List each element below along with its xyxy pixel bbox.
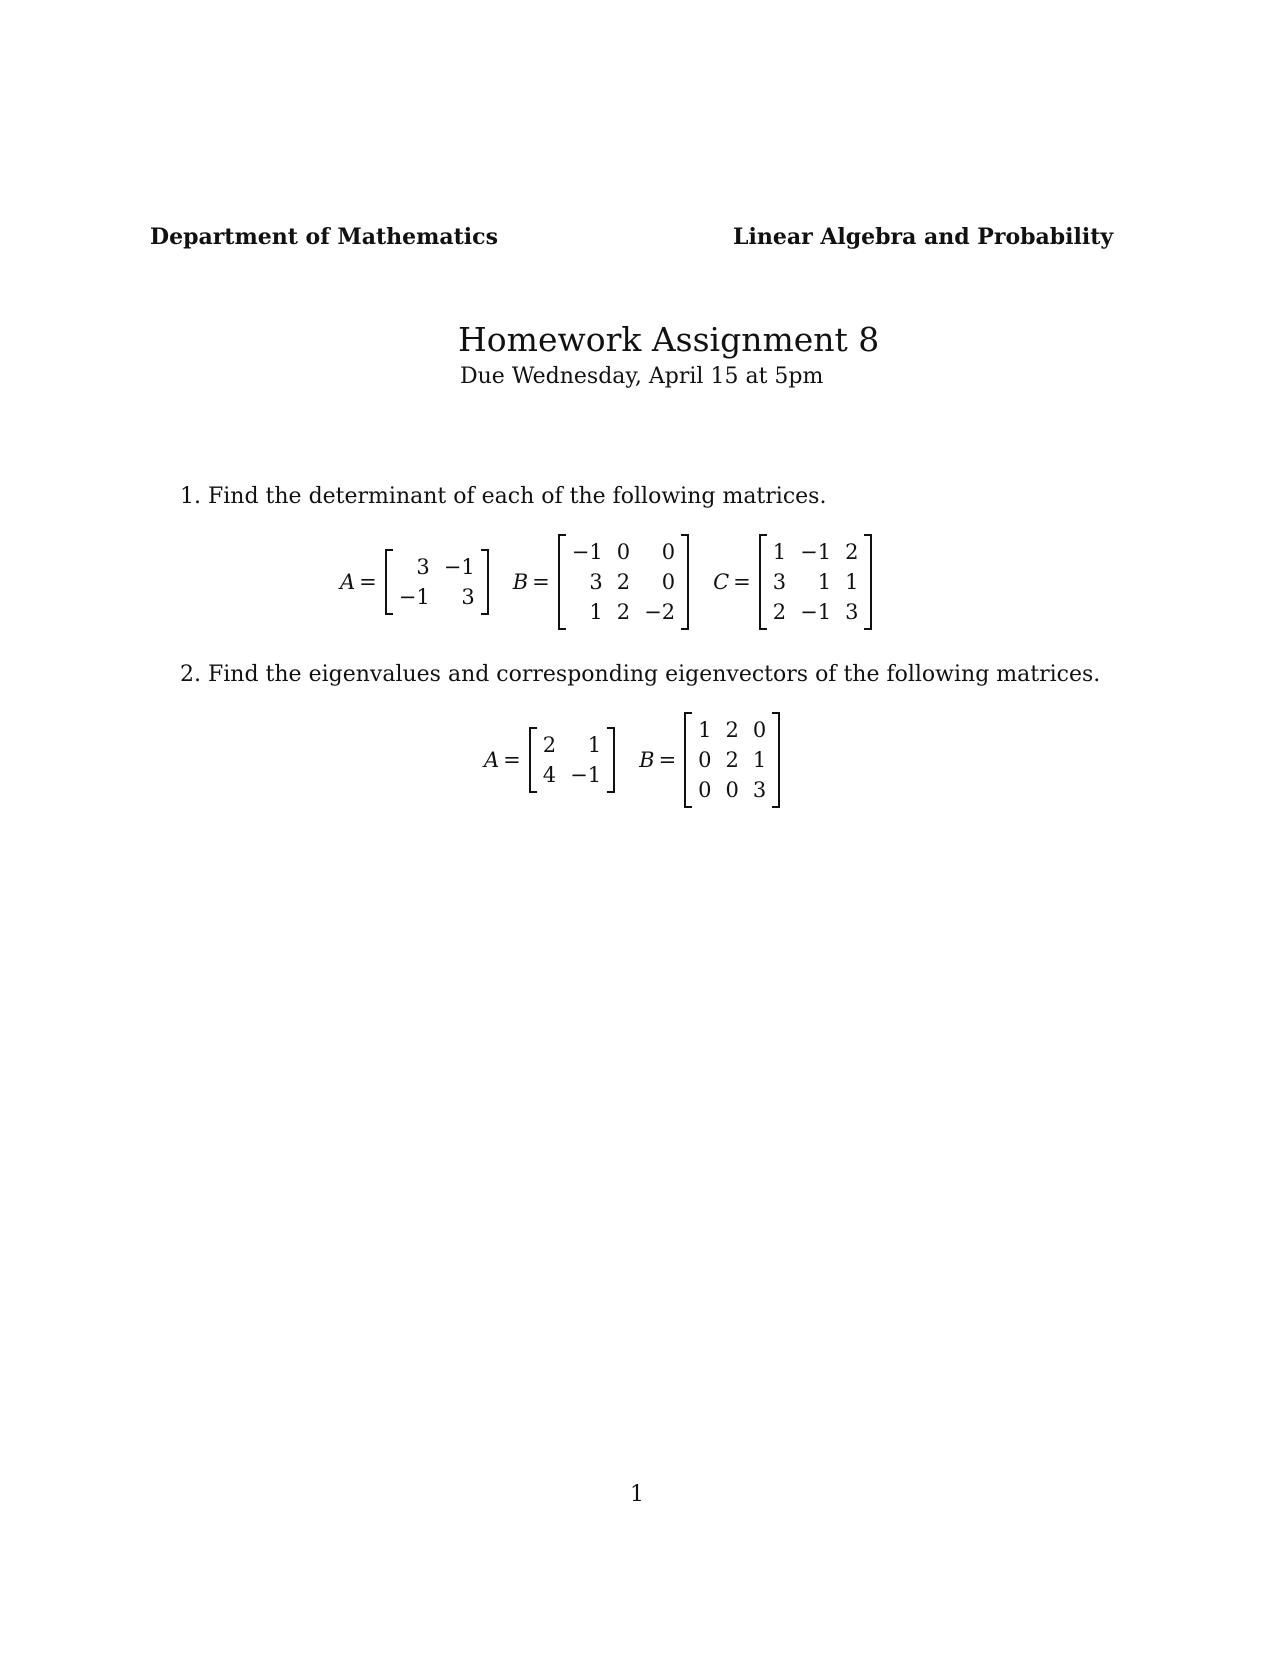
matrix-label: A	[340, 570, 356, 594]
equals-sign: =	[359, 570, 377, 594]
matrix-cell: −1	[570, 763, 602, 787]
equals-sign: =	[532, 570, 550, 594]
matrix-cell: 0	[698, 748, 712, 772]
matrix-cell: 3	[416, 555, 430, 579]
matrix-cell: 2	[542, 733, 557, 757]
matrix-label: B	[639, 748, 655, 772]
left-bracket	[385, 549, 393, 615]
matrix-cell: 2	[616, 570, 631, 594]
right-bracket	[607, 727, 615, 793]
matrix-cell: 1	[817, 570, 832, 594]
matrix-a-det	[385, 549, 489, 615]
left-bracket	[529, 727, 537, 793]
header-course: Linear Algebra and Probability	[733, 224, 1114, 250]
matrix-cell: 0	[752, 718, 767, 742]
header-department: Department of Mathematics	[150, 224, 498, 250]
equals-sign: =	[503, 748, 521, 772]
matrix-cell: 4	[542, 763, 557, 787]
matrix-cell: 3	[845, 600, 859, 624]
right-bracket	[481, 549, 489, 615]
matrix-label: A	[484, 748, 500, 772]
matrix-cell: 1	[587, 733, 602, 757]
left-bracket	[759, 534, 767, 630]
due-date: Due Wednesday, April 15 at 5pm	[460, 364, 824, 389]
page-title: Homework Assignment 8	[458, 320, 880, 359]
page-number: 1	[630, 1482, 644, 1507]
problem-text: Find the determinant of each of the following matrices.	[208, 484, 827, 509]
problem-number: 2.	[180, 662, 201, 687]
matrix-cell: 3	[772, 570, 787, 594]
matrix-cell: 0	[661, 570, 676, 594]
matrix-cell: 1	[772, 540, 787, 564]
problem-1	[180, 484, 826, 509]
right-bracket	[864, 534, 872, 630]
problem-1-matrices	[340, 534, 896, 630]
left-bracket	[684, 712, 692, 808]
matrix-cell: 0	[698, 778, 712, 802]
matrix-label: C	[713, 570, 730, 594]
matrix-b-det	[558, 534, 689, 630]
matrix-cell: 0	[725, 778, 739, 802]
matrix-cell: −1	[800, 600, 832, 624]
matrix-cell: 1	[589, 600, 603, 624]
matrix-cell: 2	[772, 600, 787, 624]
problem-number: 1.	[180, 484, 201, 509]
matrix-cell: 2	[725, 718, 739, 742]
matrix-cell: 1	[752, 748, 767, 772]
matrix-label: B	[512, 570, 529, 594]
matrix-cell: 2	[845, 540, 859, 564]
matrix-cell: 1	[698, 718, 712, 742]
matrix-cell: −1	[443, 555, 475, 579]
matrix-cell: 2	[725, 748, 739, 772]
matrix-a-eigen	[529, 727, 615, 793]
matrix-cell: 3	[461, 585, 475, 609]
equals-sign: =	[658, 748, 677, 772]
matrix-c-det	[759, 534, 873, 630]
matrix-cell: −2	[644, 600, 676, 624]
matrix-b-eigen	[684, 712, 780, 808]
problem-2	[180, 662, 1100, 687]
problem-text: Find the eigenvalues and corresponding eigenvectors of the following matrices.	[208, 662, 1101, 687]
matrix-cell: −1	[571, 540, 603, 564]
left-bracket	[558, 534, 566, 630]
matrix-cell: 3	[589, 570, 603, 594]
right-bracket	[681, 534, 689, 630]
right-bracket	[772, 712, 780, 808]
problem-2-matrices	[484, 712, 804, 808]
matrix-cell: −1	[800, 540, 832, 564]
matrix-cell: −1	[398, 585, 430, 609]
equals-sign: =	[733, 570, 751, 594]
matrix-cell: 0	[661, 540, 676, 564]
matrix-cell: 1	[845, 570, 859, 594]
matrix-cell: 2	[616, 600, 631, 624]
matrix-cell: 0	[616, 540, 631, 564]
matrix-cell: 3	[752, 778, 767, 802]
